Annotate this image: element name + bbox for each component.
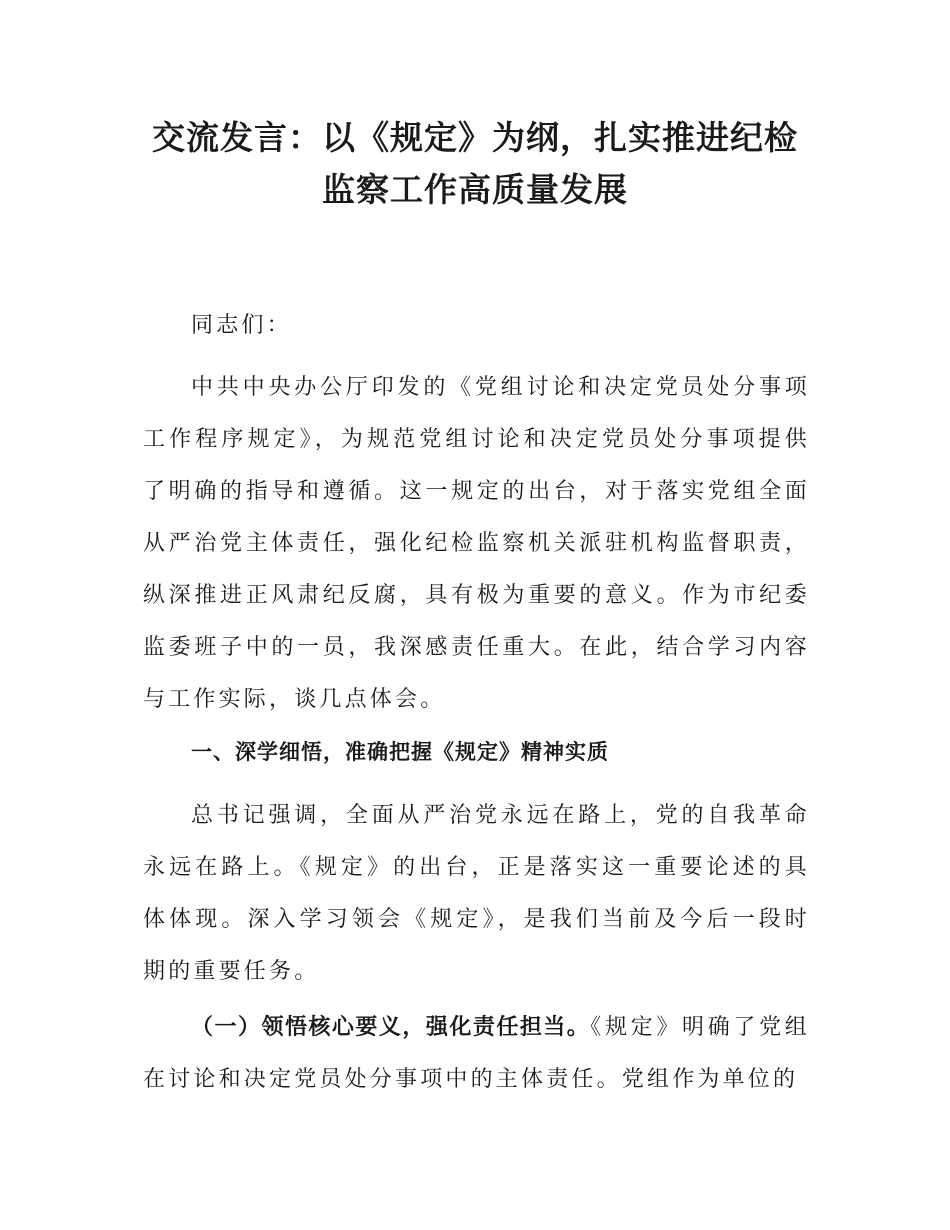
- document-title: [100, 112, 850, 216]
- salutation: 同志们：: [191, 313, 292, 338]
- subsection-text: 《规定》明确了党组在讨论和决定党员处分事项中的主体责任。党组作为单位的: [143, 1015, 810, 1092]
- paragraph-section-1: 总书记强调，全面从严治党永远在路上，党的自我革命永远在路上。《规定》的出台，正是落实这一重要论述的具体体现。深入学习领会《规定》，是我们当前及今后一段时期的重要任务。: [143, 803, 810, 984]
- section-heading-1: 一、深学细悟，准确把握《规定》精神实质: [191, 740, 609, 764]
- title-line-1: 交流发言：以《规定》为纲，扎实推进纪检: [152, 118, 798, 157]
- title-line-2: 监察工作高质量发展: [322, 170, 628, 209]
- subsection-lead: （一）领悟核心要义，强化责任担当。: [191, 1015, 591, 1040]
- paragraph-subsection-1: [143, 1002, 810, 1106]
- paragraph-intro: 中共中央办公厅印发的《党组讨论和决定党员处分事项工作程序规定》，为规范党组讨论和决定党员处分事项提供了明确的指导和遵循。这一规定的出台，对于落实党组全面从严治党主体责任，强化纪检监察机关派驻机构监督职责，纵深推进正风肃纪反腐，具有极为重要的意义。作为市纪委监委班子中的一员，我深感责任重大。在此，结合学习内容与工作实际，谈几点体会。: [143, 375, 810, 712]
